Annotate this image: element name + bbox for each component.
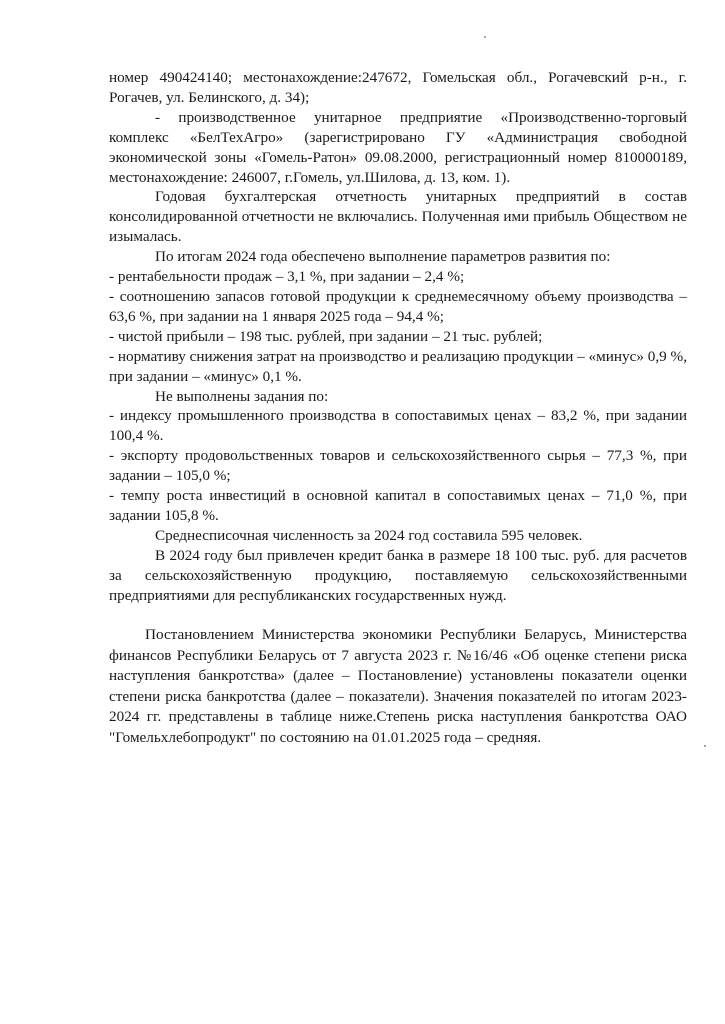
paragraph-headcount: Среднесписочная численность за 2024 год составила 595 человек. bbox=[155, 526, 583, 544]
list-item-stock-ratio: - соотношению запасов готовой продукции к среднемесячному объему производства – 63,6 %, при задании на 1 января 2025 года – 94,4 %; bbox=[109, 287, 687, 325]
scan-speck bbox=[484, 36, 486, 38]
section-bankruptcy-risk bbox=[109, 625, 687, 747]
paragraph-not-achieved-heading: Не выполнены задания по: bbox=[155, 387, 329, 405]
paragraph-reporting: Годовая бухгалтерская отчетность унитарных предприятий в состав консолидированной отчетности не включались. Полученная ими прибыль Обществом не изымалась. bbox=[109, 188, 687, 246]
paragraph-achieved-heading: По итогам 2024 года обеспечено выполнение параметров развития по: bbox=[155, 248, 611, 266]
paragraph-beltekhagro: - производственное унитарное предприятие «Производственно-торговый комплекс «БелТехАгро» (зарегистрировано ГУ «Администрация свободной экономической зоны «Гомель-Ратон» 09.08.2000, регистрационный номер 810000189, местонахождение: 246007, г.Гомель, ул.Шилова, д. 13, ком. 1). bbox=[109, 108, 687, 186]
section-gap bbox=[109, 605, 687, 625]
paragraph-bankruptcy-resolution: Постановлением Министерства экономики Республики Беларусь, Министерства финансов Республики Беларусь от 7 августа 2023 г. №16/46 «Об оценке степени риска наступления банкротства» (далее – Постановление) установлены показатели оценки степени риска банкротства (далее – показатели). Значения показателей по итогам 2023-2024 гг. представлены в таблице ниже.Степень риска наступления банкротства ОАО "Гомельхлебопродукт" по состоянию на 01.01.2025 года – средняя. bbox=[109, 626, 687, 746]
paragraph-address-continuation: номер 490424140; местонахождение:247672, Гомельская обл., Рогачевский р-н., г. Рогачев, ул. Белинского, д. 34); bbox=[109, 69, 687, 106]
list-item-net-profit: - чистой прибыли – 198 тыс. рублей, при задании – 21 тыс. рублей; bbox=[109, 327, 543, 345]
list-item-cost-reduction: - нормативу снижения затрат на производство и реализацию продукции – «минус» 0,9 %, при задании – «минус» 0,1 %. bbox=[109, 347, 687, 385]
list-item-industrial-index: - индексу промышленного производства в сопоставимых ценах – 83,2 %, при задании 100,4 %. bbox=[109, 407, 687, 445]
list-item-profitability: - рентабельности продаж – 3,1 %, при задании – 2,4 %; bbox=[109, 268, 465, 286]
list-item-export: - экспорту продовольственных товаров и сельскохозяйственного сырья – 77,3 %, при задании – 105,0 %; bbox=[109, 447, 687, 485]
scan-speck bbox=[704, 745, 706, 747]
paragraph-bank-credit: В 2024 году был привлечен кредит банка в размере 18 100 тыс. руб. для расчетов за сельскохозяйственную продукцию, поставляемую сельскохозяйственными предприятиями для республиканских государственных нужд. bbox=[109, 546, 687, 604]
list-item-investment: - темпу роста инвестиций в основной капитал в сопоставимых ценах – 71,0 %, при задании 105,8 %. bbox=[109, 487, 687, 524]
document-page bbox=[109, 68, 687, 748]
